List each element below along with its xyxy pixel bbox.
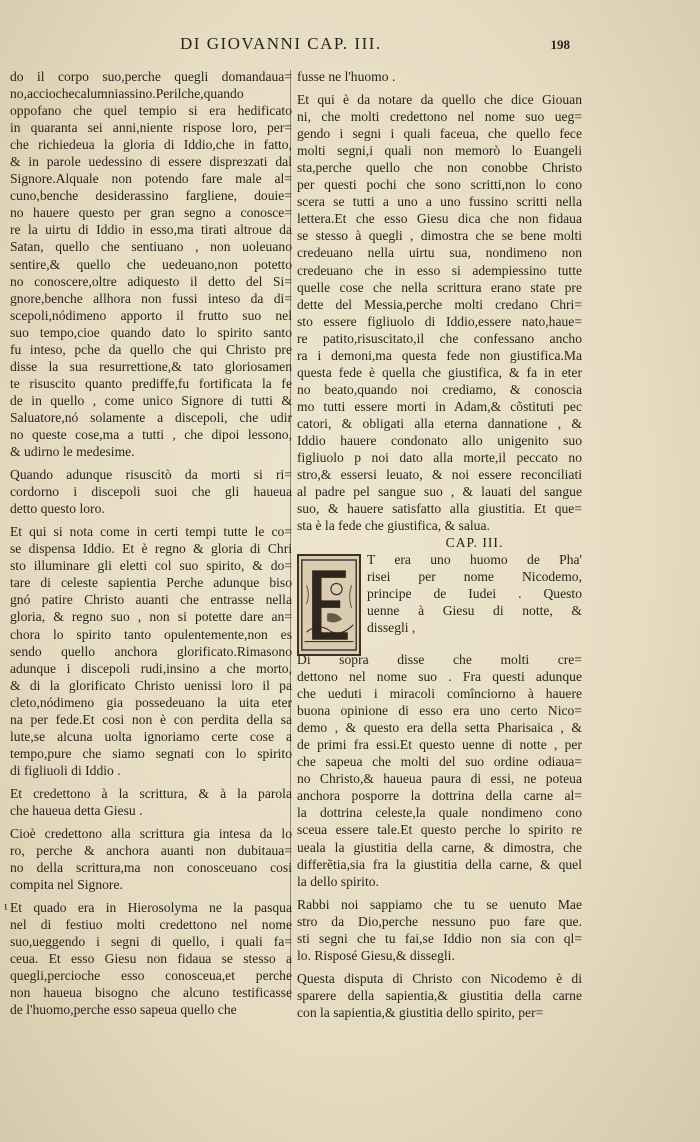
running-head: DI GIOVANNI CAP. III. bbox=[180, 34, 382, 53]
text-line: no Christo,& haueua paura di essi, ne poteua bbox=[297, 771, 582, 787]
historiated-initial bbox=[297, 554, 361, 656]
text-line: molti segni,i quali non memorò lo Euangeli bbox=[297, 143, 582, 159]
text-line: fusse ne l'huomo . bbox=[297, 69, 396, 84]
text-line: re patito,risuscitato,il che confessano ancho bbox=[297, 330, 582, 346]
text-line: anchora posporre la dottrina della carne al= bbox=[297, 788, 582, 804]
text-line: ni, che molti credettono nel nome suo ueg= bbox=[297, 109, 582, 125]
text-line: compita nel Signore. bbox=[10, 877, 123, 893]
chapter-heading: CAP. III. bbox=[445, 535, 504, 550]
text-line: gendo i segni i quali faceua, che quello fece bbox=[297, 126, 582, 142]
text-line: che haueua detta Giesu . bbox=[10, 802, 143, 818]
paragraph bbox=[10, 785, 292, 819]
text-line: no hauere questo per gran segno a conosce= bbox=[10, 205, 292, 221]
text-line: de l'huomo,perche esso sapeua quello che bbox=[10, 1002, 237, 1018]
text-line: ra i demoni,ma questa fede non giustifica.Ma bbox=[297, 347, 582, 363]
text-line: no,acciochecalumniassino.Perilche,quando bbox=[10, 86, 244, 102]
margin-mark: ι bbox=[4, 898, 8, 913]
paragraph bbox=[10, 523, 292, 779]
text-line: stro da Dio,perche nessuno puo fare que. bbox=[297, 913, 582, 929]
text-line: quegli,percioche esso conosceua,et perche bbox=[10, 968, 292, 984]
text-line: Iddio hauere condonato allo unigenito suo bbox=[297, 432, 582, 448]
text-line: na per fede.Et cosi non è con perdita della sa bbox=[10, 711, 292, 727]
text-line: in quaranta sei anni,niente rispose loro, per= bbox=[10, 120, 292, 136]
text-line: lute,se alcuna uolta ignoriamo certe cose a bbox=[10, 728, 292, 744]
text-line: Cioè credettono alla scrittura gia intesa da lo bbox=[10, 826, 292, 842]
text-line: con la sapientia,& giustitia dello spirito, per= bbox=[297, 1004, 544, 1020]
text-line: sta è la fede che giustifica, & salua. bbox=[297, 518, 490, 534]
chapter-opening-line: uenne à Giesu di notte, & bbox=[367, 603, 582, 619]
text-line: Et credettono à la scrittura, & à la parola bbox=[10, 785, 292, 801]
text-line: questa fede è quella che giustifica, & fa in eter bbox=[297, 364, 582, 380]
paragraph bbox=[297, 91, 582, 534]
text-line: quelle cose che nella scrittura erano state pre bbox=[297, 279, 582, 295]
text-line: Et qui è da notare da quello che dice Giouan bbox=[297, 92, 582, 108]
text-line: ueala la giustitia della carne, & dimostra, che bbox=[297, 839, 582, 855]
text-line: la dottrina celeste,la quale nondimeno cono bbox=[297, 805, 582, 821]
chapter-opening-text bbox=[367, 551, 582, 636]
text-line: credeuano nella uirtu sua, nondimeno non bbox=[297, 245, 582, 261]
text-line: lettera.Et che esso Giesu dica che non fidaua bbox=[297, 211, 582, 227]
text-line: Et quado era in Hierosolyma ne la pasqua bbox=[10, 900, 292, 916]
text-line: demo , & questo era della setta Pharisaica , & bbox=[297, 720, 582, 736]
text-line: la dello spirito. bbox=[297, 873, 379, 889]
paragraph bbox=[297, 68, 582, 85]
woodcut-initial-image bbox=[299, 556, 359, 654]
text-line: & udirno le medesime. bbox=[10, 444, 135, 460]
paragraph bbox=[297, 896, 582, 964]
text-line: Questa disputa di Christo con Nicodemo è di bbox=[297, 970, 582, 986]
text-line: credeuano che in esso si adempiessino tutte bbox=[297, 262, 582, 278]
chapter-opening-block bbox=[367, 534, 582, 636]
text-line: Quando adunque risuscitò da morti si ri= bbox=[10, 467, 292, 483]
paragraph bbox=[10, 899, 292, 1018]
text-line: & di la glorificato Christo uenissi loro il pa bbox=[10, 677, 292, 693]
text-line: sentire,& quello che uedeuano,non potetto bbox=[10, 256, 292, 272]
text-line: tare di celeste sapientia Perche adunque biso bbox=[10, 575, 292, 591]
text-line: no della scrittura,ma non conosceuano cosi bbox=[10, 860, 292, 876]
text-line: Rabbi noi sappiamo che tu se uenuto Mae bbox=[297, 896, 582, 912]
text-line: al padre pel sangue suo , & lauati del sangue bbox=[297, 484, 582, 500]
text-line: non haueua bisogno che alcuno testificasse bbox=[10, 985, 292, 1001]
text-line: che sapeua che molti del suo ordine odiaua= bbox=[297, 754, 582, 770]
running-header bbox=[180, 34, 570, 54]
text-line: disse la sua resurrettione,& tato gloriosamen bbox=[10, 358, 292, 374]
text-line: tempo,pure che siamo segnati con lo spirito bbox=[10, 745, 292, 761]
text-line: te risuscito quanto prediffe,fu fortificata la fe bbox=[10, 375, 292, 391]
text-line: catori, & obligati alla eterna dannatione , & bbox=[297, 415, 582, 431]
text-line: che richiedeua la gloria di Iddio,che in fatto, bbox=[10, 137, 292, 153]
text-line: mo tutti essere morti in Adam,& cõstituti pec bbox=[297, 398, 582, 414]
text-line: Signore.Alquale non potendo fare male al= bbox=[10, 171, 292, 187]
text-line: de primi fra essi.Et questo uenne di notte , per bbox=[297, 737, 582, 753]
text-line: scera se tutti a uno a uno fussino scritti nella bbox=[297, 194, 582, 210]
text-line: Di sopra disse che molti cre= bbox=[297, 652, 582, 667]
text-line: gloria, & regno suo , non si potette dare an= bbox=[10, 609, 292, 625]
text-line: no queste cose,ma a tutti , che dipoi lessono, bbox=[10, 426, 292, 442]
text-line: dettono nel nome suo . Fra questi adunque bbox=[297, 669, 582, 685]
paragraph bbox=[297, 651, 582, 890]
text-line: & in parole uedessino di essere dispreзzati dal bbox=[10, 154, 292, 170]
chapter-opening-line: T era uno huomo de Pha' bbox=[367, 552, 582, 568]
text-line: ceua. Et esso Giesu non fidaua se stesso a bbox=[10, 951, 292, 967]
text-line: cuno,benche desiderassino fargliene, douie= bbox=[10, 188, 292, 204]
chapter-opening-line: dissegli , bbox=[367, 620, 416, 636]
text-line: no conoscere,oltre adiquesto il detto del Si= bbox=[10, 273, 292, 289]
paragraph bbox=[10, 825, 292, 893]
paragraph bbox=[10, 466, 292, 517]
text-line: oppofano che quel tempio si era hedificato bbox=[10, 103, 292, 119]
text-line: se dispensa Iddio. Et è regno & gloria di Chri bbox=[10, 541, 292, 557]
text-line: fu inteso, pche da quello che qui Christo pre bbox=[10, 341, 292, 357]
chapter-opening-line: risei per nome Nicodemo, bbox=[367, 569, 582, 585]
paragraph bbox=[297, 970, 582, 1021]
chapter-opening-line: principe de Iudei . Questo bbox=[367, 586, 582, 602]
right-column-top bbox=[297, 68, 582, 534]
text-line: stro,& essersi leuato, & noi essere reconciliati bbox=[297, 467, 582, 483]
text-line: re la uirtu di Iddio in esso,ma tirati altroue da bbox=[10, 222, 292, 238]
text-line: chora lo spirito tanto opulentemente,non es bbox=[10, 626, 292, 642]
text-line: detto questo loro. bbox=[10, 501, 105, 517]
text-line: adunque i discepoli rudi,insino a che morto, bbox=[10, 660, 292, 676]
text-line: dette del Messia,perche molti credano Chri= bbox=[297, 296, 582, 312]
text-line: sto essere figliuolo di Iddio,essere nato,haue= bbox=[297, 313, 582, 329]
text-line: cordorno i discepoli suoi che gli haueua bbox=[10, 484, 292, 500]
text-line: gnore,benche allhora non fussi inteso da di= bbox=[10, 290, 292, 306]
text-line: sta,perche quello che non conobbe Christo bbox=[297, 160, 582, 176]
paragraph bbox=[10, 68, 292, 460]
left-column bbox=[10, 68, 292, 1019]
text-line: di figliuoli di Iddio . bbox=[10, 762, 121, 778]
text-line: gnó patire Christo auanti che entrasse nella bbox=[10, 592, 292, 608]
text-line: sti segni che tu fai,se Iddio non sia con ql= bbox=[297, 930, 582, 946]
text-line: ro, perche & anchora auanti non dubitaua= bbox=[10, 843, 292, 859]
text-line: buona opinione di esso era uno certo Nico= bbox=[297, 703, 582, 719]
text-line: Et qui si nota come in certi tempi tutte le co= bbox=[10, 524, 292, 540]
text-line: nel di festiuo molti credettono nel nome bbox=[10, 917, 292, 933]
text-line: Satan, quello che sentiuano , non uoleuano bbox=[10, 239, 292, 255]
right-column-bottom bbox=[297, 651, 582, 1021]
text-line: cleto,nódimeno gia possedeuano la uita eter bbox=[10, 694, 292, 710]
text-line: per questi pochi che sono scritti,non lo cono bbox=[297, 177, 582, 193]
text-line: no beato,quando noi crediamo, & conoscia bbox=[297, 381, 582, 397]
text-line: suo,ueggendo i segni di quello, i quali fa= bbox=[10, 934, 292, 950]
text-line: lo. Risposé Giesu,& dissegli. bbox=[297, 947, 455, 963]
text-line: scepoli,nódimeno apporto il frutto suo nel bbox=[10, 307, 292, 323]
page-number: 198 bbox=[550, 37, 570, 52]
text-line: figliuolo p noi dato alla morte,il peccato no bbox=[297, 450, 582, 466]
text-line: sceua essere tale.Et questo perche lo spirito re bbox=[297, 822, 582, 838]
text-line: do il corpo suo,perche quegli domandaua= bbox=[10, 69, 292, 84]
text-line: sparere della sapientia,& giustitia della carne bbox=[297, 987, 582, 1003]
text-line: de in quello , come unico Signore di tutti & bbox=[10, 392, 292, 408]
text-line: se stesso à quegli , dimostra che se bene molti bbox=[297, 228, 582, 244]
text-line: sto illuminare gli eletti col suo spirito, & do= bbox=[10, 558, 292, 574]
text-line: Saluatore,nó solamente a discepoli, che udir bbox=[10, 409, 292, 425]
text-line: differẽtia,sia fra la giustitia della carne, & quel bbox=[297, 856, 582, 872]
text-line: suo, & hauere satisfatto alla giustitia. Et que= bbox=[297, 501, 582, 517]
text-line: sendo quello anchora glorificato.Rimasono bbox=[10, 643, 292, 659]
text-line: che ueduti i miracoli comînciorno à hauere bbox=[297, 686, 582, 702]
text-line: suo tempo,cioe quando dato lo spirito santo bbox=[10, 324, 292, 340]
